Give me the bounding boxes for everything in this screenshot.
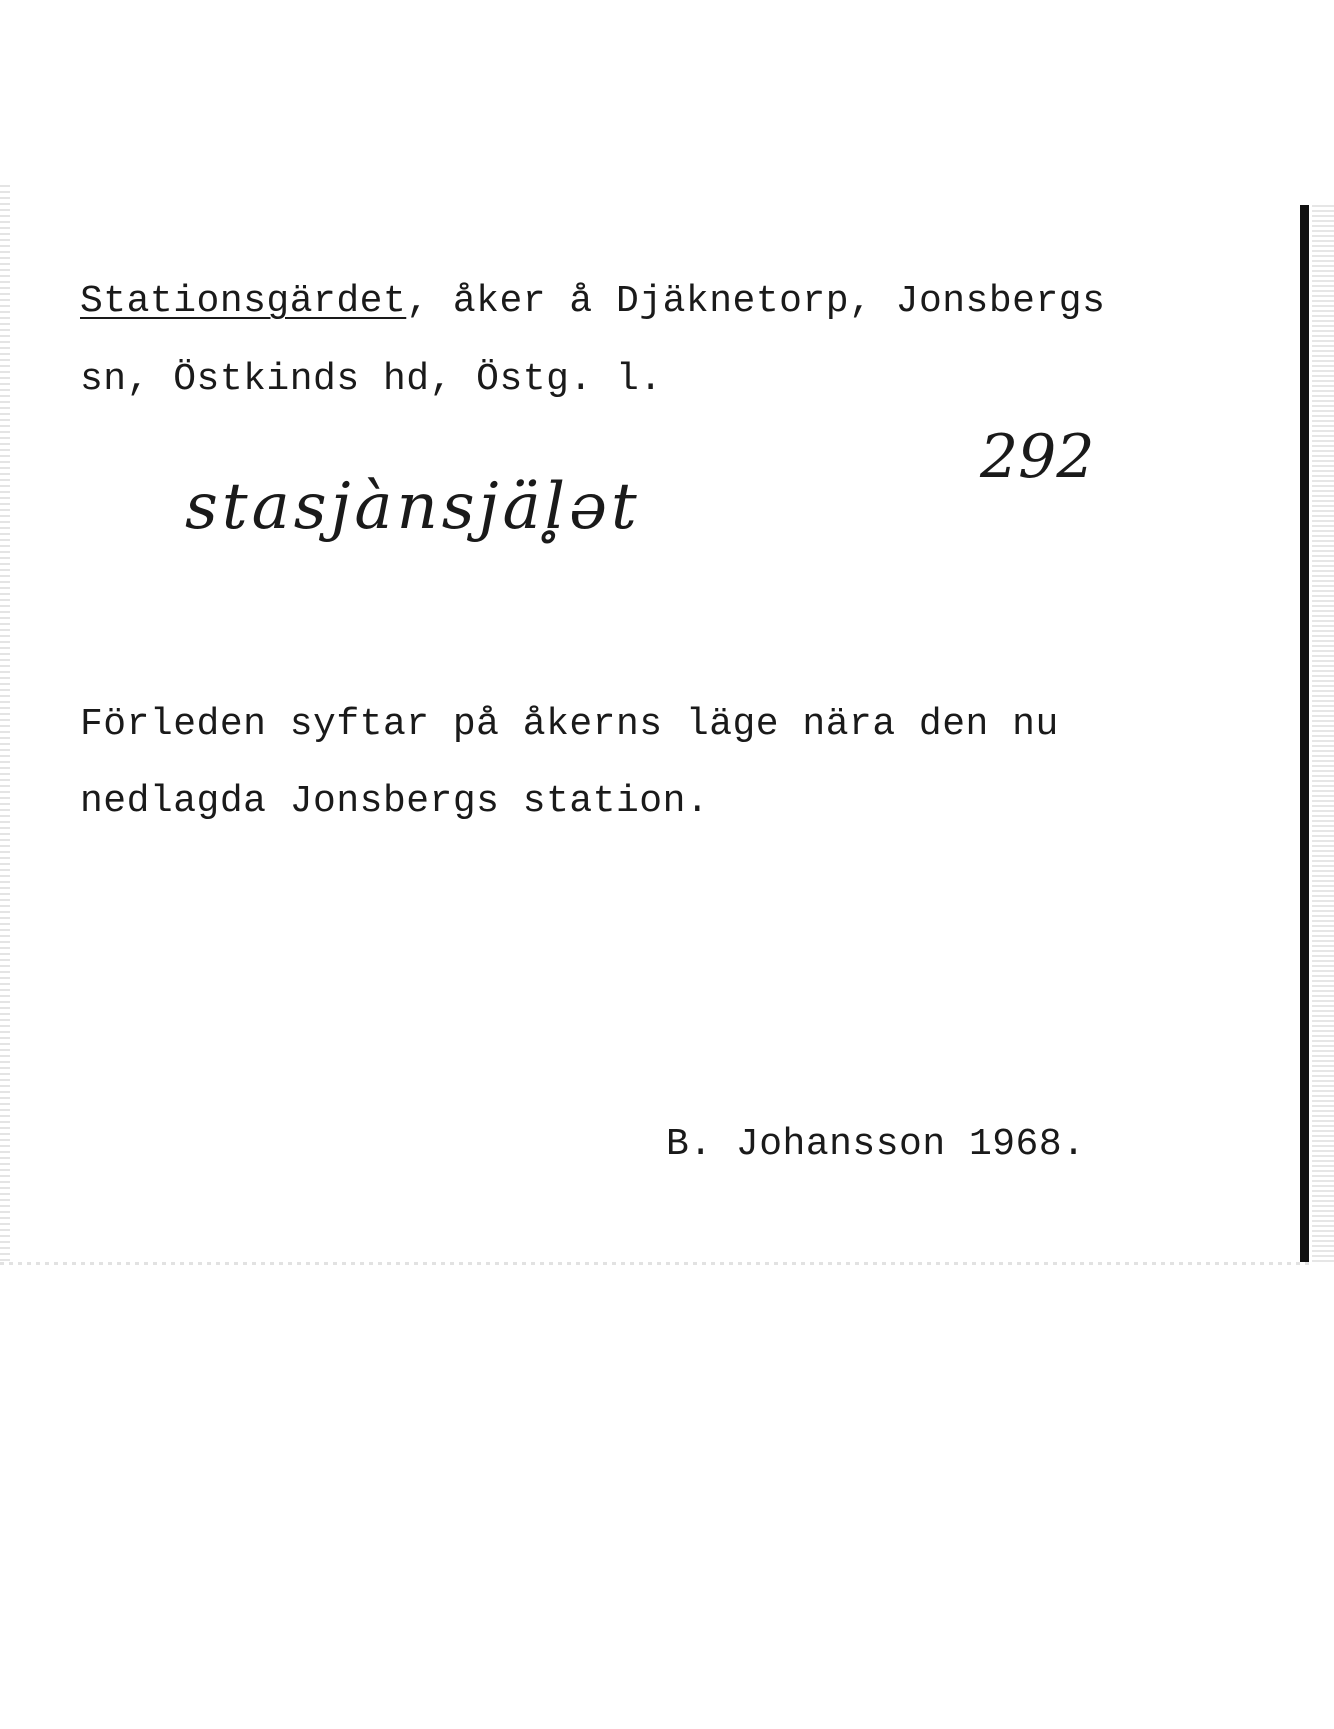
headword: Stationsgärdet (80, 280, 407, 323)
phonetic-transcription: stasjànsjäl̥ət (185, 470, 641, 544)
card-right-edge (1312, 205, 1334, 1262)
card-bottom-edge (0, 1262, 1310, 1265)
entry-line-1 (80, 280, 1105, 323)
card-right-border (1300, 205, 1309, 1262)
location-text: , åker å Djäknetorp, Jonsbergs (406, 280, 1106, 323)
card-left-edge (0, 185, 10, 1265)
note-line-2: nedlagda Jonsbergs station. (80, 780, 710, 823)
card-number: 292 (980, 422, 1095, 492)
entry-line-2: sn, Östkinds hd, Östg. l. (80, 358, 663, 401)
signature: B. Johansson 1968. (666, 1123, 1086, 1166)
note-line-1: Förleden syftar på åkerns läge nära den nu (80, 703, 1059, 746)
